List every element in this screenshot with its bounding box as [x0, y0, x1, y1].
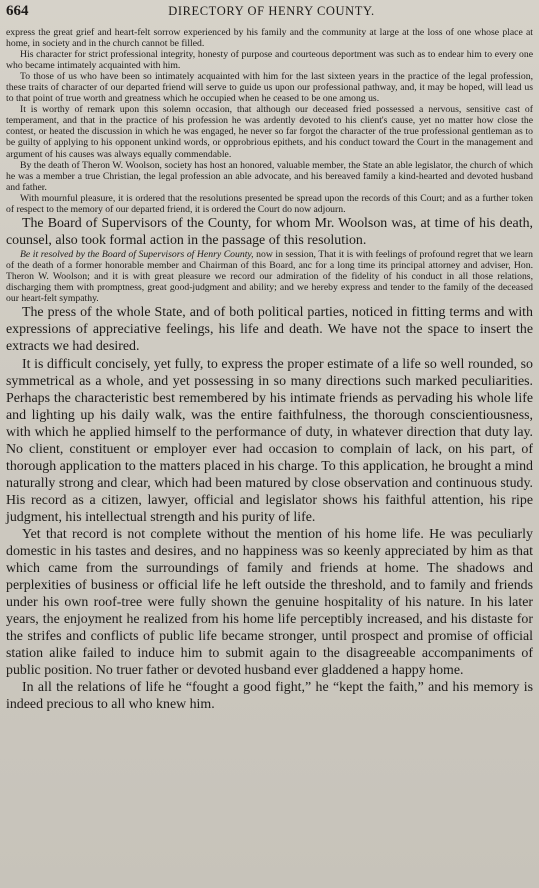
board-resolution	[6, 249, 533, 304]
paragraph: His character for strict professional integrity, honesty of purpose and courteous deportment was such as to endear him to every one who became intimately acquainted with him.	[6, 49, 533, 72]
paragraph: It is difficult concisely, yet fully, to express the proper estimate of a life so well rounded, so symmetrical as a whole, and yet possessing in so many directions such marked peculiarities. Perhaps the characteristic best remembered by his intimate friends as pervading his whole life and lighting up his daily walk, was the entire faithfulness, the thorough conscientiousness, with which he applied himself to the performance of duty, in whatever direction that duty lay. No client, constituent or employer ever had occasion to complain of lack, on his part, of thorough application to the matters placed in his charge. To this application, he brought a mind naturally strong and clear, which had been matured by close observation and continuous study. His record as a citizen, lawyer, official and legislator shows his faithful attention, his ripe judgment, his intellectual strength and his purity of life.	[6, 356, 533, 525]
paragraph: It is worthy of remark upon this solemn occasion, that although our deceased fried possessed a nervous, sensitive cast of temperament, and that in the practice of his profession he was ardently devoted to his client's cause, yet no matter how close the contest, or heated the discussion in which he was engaged, he never so far forgot the character of the true professional gentleman as to be guilty of applying to his opponent unkind words, or opprobrious epithets, and his conduct toward the Court in the management and argument of his causes was always equally commendable.	[6, 104, 533, 160]
paragraph: Yet that record is not complete without the mention of his home life. He was peculiarly domestic in his tastes and desires, and no happiness was so keenly appreciated by him as that which came from the surroundings of family and friends at home. The shadows and perplexities of business or official life he left outside the threshold, and to family and friends under his own roof-tree were fully shown the genuine hospitality of his nature. In his later years, the enjoyment he realized from his home life perceptibly increased, and his distaste for the strifes and conflicts of public life became stronger, until prospect and promise of official station alike failed to induce him to submit again to the disagreeable accompaniments of public position. No truer father or devoted husband ever gladdened a happy home.	[6, 526, 533, 679]
paragraph: The press of the whole State, and of both political parties, noticed in fitting terms and with expressions of appreciative feelings, his life and death. We have not the space to insert the extracts we had desired.	[6, 305, 533, 355]
paragraph: In all the relations of life he “fought a good fight,” he “kept the faith,” and his memory is indeed precious to all who knew him.	[6, 680, 533, 713]
board-intro	[6, 215, 533, 249]
page-number: 664	[6, 3, 29, 19]
resolution-paragraph	[6, 249, 533, 304]
paragraph: By the death of Theron W. Woolson, society has host an honored, valuable member, the State an able legislator, the church of which he was a member a true Christian, the legal profession an able advocate, and his bereaved family a kind-hearted and devoted husband and father.	[6, 159, 533, 193]
running-head: DIRECTORY OF HENRY COUNTY.	[168, 4, 375, 18]
paragraph: With mournful pleasure, it is ordered that the resolutions presented be spread upon the records of this Court; and as a further token of respect to the memory of our departed friend, it is ordered the Court do now adjourn.	[6, 192, 533, 215]
page-header	[6, 3, 533, 27]
resolution-body: now in session, That it is with feelings of profound regret that we learn of the death of a former honorable member and Chairman of this Board, anc for a long time its principal attorney and adviser, Hon. Theron W. Woolson; and it is with great pleasure we record our admiration of the fidelity of his conduct in all those relations, discharging them with promptness, great good-judgment and ability; and we hereby express and tender to the family of the deceased our heart-felt sympathy.	[6, 248, 533, 305]
court-resolution-text	[6, 27, 533, 215]
resolution-lead: Be it resolved by the Board of Supervisors of Henry County,	[20, 248, 254, 260]
paragraph: The Board of Supervisors of the County, for whom Mr. Woolson was, at time of his death, counsel, also took formal action in the passage of this resolution.	[6, 215, 533, 248]
biography-text	[6, 304, 533, 713]
paragraph: express the great grief and heart-felt sorrow experienced by his family and the community at large at the loss of one whose place at home, in society and in the church cannot be filled.	[6, 27, 533, 50]
paragraph: To those of us who have been so intimately acquainted with him for the last sixteen years in the practice of the legal profession, these traits of character of our departed friend will serve to guide us upon our professional pathway, and, it may be hoped, will lead us to that point of true worth and greatness which he occupied when he ceased to be one among us.	[6, 71, 533, 105]
